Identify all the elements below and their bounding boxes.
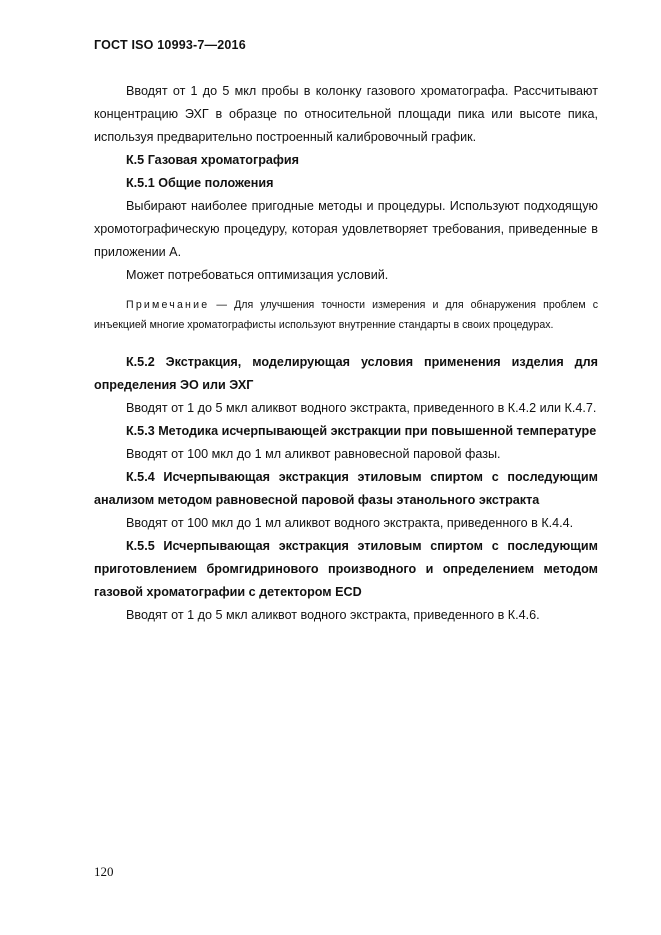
note-text: — Для улучшения точности измерения и для обнаружения проблем с инъекцией многие хроматографисты используют внутренние стандарты в своих процедурах. <box>94 299 598 331</box>
section-heading-k52: К.5.2 Экстракция, моделирующая условия применения изделия для определения ЭО или ЭХГ <box>94 355 598 392</box>
paragraph-k52: Вводят от 1 до 5 мкл аликвот водного экстракта, приведенного в К.4.2 или К.4.7. <box>126 401 597 415</box>
paragraph-k54: Вводят от 100 мкл до 1 мл аликвот водного экстракта, приведенного в К.4.4. <box>126 516 574 530</box>
document-body <box>94 80 598 627</box>
page-number: 120 <box>94 864 114 879</box>
section-heading-k5: К.5 Газовая хроматография <box>126 153 300 167</box>
note <box>94 295 598 335</box>
section-heading-k54: К.5.4 Исчерпывающая экстракция этиловым спиртом с последующим анализом методом равновесной паровой фазы этанольного экстракта <box>94 470 598 507</box>
document-header: ГОСТ ISO 10993-7—2016 <box>94 38 246 52</box>
paragraph-k55: Вводят от 1 до 5 мкл аликвот водного экстракта, приведенного в К.4.6. <box>126 608 540 622</box>
paragraph-methods: Выбирают наиболее пригодные методы и процедуры. Используют подходящую хромотографическую процедуру, которая удовлетворяет требования, приведенные в приложении А. <box>94 199 598 259</box>
note-label: Примечание <box>126 299 210 311</box>
section-heading-k55: К.5.5 Исчерпывающая экстракция этиловым спиртом с последующим приготовлением бромгидринового производного и определением методом газовой хроматографии с детектором ECD <box>94 539 598 599</box>
paragraph-injection-gc: Вводят от 1 до 5 мкл пробы в колонку газового хроматографа. Рассчитывают концентрацию ЭХГ в образце по относительной площади пика или высоте пика, используя предварительно построенный калибровочный график. <box>94 84 598 144</box>
section-heading-k53: К.5.3 Методика исчерпывающей экстракции при повышенной температуре <box>126 424 597 438</box>
paragraph-k53: Вводят от 100 мкл до 1 мл аликвот равновесной паровой фазы. <box>126 447 501 461</box>
paragraph-optimization: Может потребоваться оптимизация условий. <box>126 268 389 282</box>
section-heading-k51: К.5.1 Общие положения <box>126 176 274 190</box>
